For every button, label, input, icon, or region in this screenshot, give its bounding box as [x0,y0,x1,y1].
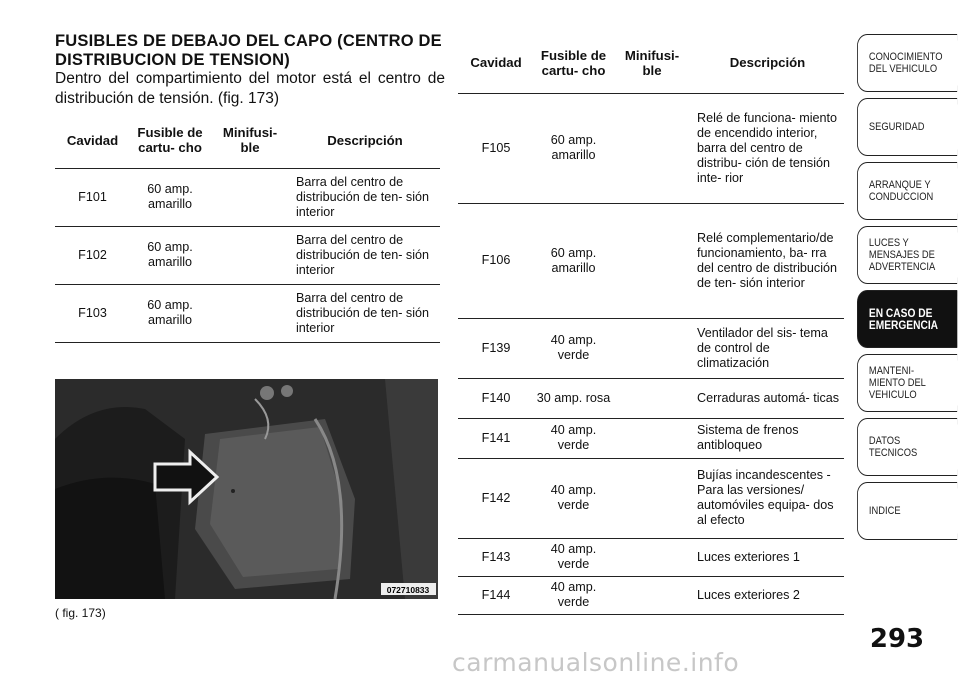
table-row [458,93,844,203]
cell-descripcion: Cerraduras automá- ticas [697,390,840,405]
cell-fusible: 60 amp. amarillo [147,240,193,269]
cell-cavidad: F140 [481,390,511,405]
cell-minifusible [613,93,691,203]
cell-cavidad: F139 [481,340,511,355]
cell-fusible: 40 amp. verde [550,333,597,362]
engine-compartment-photo [55,379,438,599]
chapter-tab[interactable]: MANTENI- MIENTO DEL VEHICULO [857,354,957,412]
chapter-tab[interactable]: EN CASO DE EMERGENCIA [857,290,957,348]
cell-minifusible [210,284,290,342]
cell-cavidad: F144 [481,587,511,602]
cell-descripcion: Sistema de frenos antibloqueo [697,423,799,452]
cell-minifusible [613,418,691,458]
cell-fusible: 60 amp. amarillo [147,182,193,211]
cell-descripcion: Relé complementario/de funcionamiento, ba- rra del centro de distribución de ten- sión interior [697,230,838,290]
chapter-tab[interactable]: CONOCIMIENTO DEL VEHICULO [857,34,957,92]
cell-fusible: 40 amp. verde [550,542,597,571]
figure-code: 072710833 [386,585,430,595]
cell-cavidad: F142 [481,490,511,505]
cell-descripcion: Luces exteriores 1 [697,549,800,564]
table-row [458,538,844,576]
fuse-table-left [55,113,440,343]
header-fusible: Fusible de cartu- cho [137,125,203,156]
table-row [458,318,844,378]
table-row [458,418,844,458]
cell-minifusible [210,226,290,284]
cell-minifusible [613,378,691,418]
page-number: 293 [869,624,925,654]
cell-cavidad: F102 [78,247,107,262]
chapter-tab[interactable]: INDICE [857,482,957,540]
header-fusible: Fusible de cartu- cho [540,47,607,78]
watermark: carmanualsonline.info [452,648,740,677]
header-minifusible: Minifusi- ble [624,47,680,78]
table-row [55,226,440,284]
table-row [458,203,844,318]
table-row [458,458,844,538]
cell-cavidad: F143 [481,549,511,564]
figure-caption: ( fig. 173) [55,606,106,620]
cell-fusible: 60 amp. amarillo [147,298,193,327]
cell-cavidad: F105 [481,140,511,155]
fuse-table-right [458,33,844,615]
cell-fusible: 30 amp. rosa [536,390,611,405]
cell-descripcion: Ventilador del sis- tema de control de climatización [697,325,828,370]
cell-fusible: 40 amp. verde [550,483,597,512]
chapter-tab[interactable]: LUCES Y MENSAJES DE ADVERTENCIA [857,226,957,284]
header-cavidad: Cavidad [470,55,522,71]
table-row [458,378,844,418]
cell-descripcion: Barra del centro de distribución de ten- sión interior [296,290,430,335]
intro-text: Dentro del compartimiento del motor está el centro de distribución de tensión. (fig. 173) [55,70,445,107]
header-cavidad: Cavidad [66,132,119,148]
cell-descripcion: Bujías incandescentes - Para las versiones/ automóviles equipa- dos al efecto [697,468,834,527]
section-heading: FUSIBLES DE DEBAJO DEL CAPO (CENTRO DE DISTRIBUCION DE TENSION) [55,32,442,69]
cell-descripcion: Relé de funciona- miento de encendido interior, barra del centro de distribu- ción de tensión inte- rior [697,110,838,185]
cell-minifusible [613,203,691,318]
cell-minifusible [210,168,290,226]
cell-descripcion: Barra del centro de distribución de ten- sión interior [296,174,430,219]
header-descripcion: Descripción [327,132,403,148]
cell-fusible: 40 amp. verde [550,580,597,609]
table-row [55,284,440,342]
cell-descripcion: Barra del centro de distribución de ten- sión interior [296,232,430,277]
cell-cavidad: F141 [481,430,511,445]
cell-cavidad: F101 [78,189,107,204]
chapter-tab[interactable]: ARRANQUE Y CONDUCCION [857,162,957,220]
cell-cavidad: F103 [78,305,107,320]
cell-minifusible [613,318,691,378]
cell-descripcion: Luces exteriores 2 [697,587,800,602]
cell-fusible: 40 amp. verde [550,423,597,452]
cell-minifusible [613,458,691,538]
chapter-tabs [857,34,960,546]
header-minifusible: Minifusi- ble [222,125,278,156]
cell-minifusible [613,576,691,614]
cell-cavidad: F106 [481,253,511,267]
table-row [55,168,440,226]
chapter-tab[interactable]: SEGURIDAD [857,98,957,156]
header-descripcion: Descripción [729,55,806,71]
cell-fusible: 60 amp. amarillo [550,245,597,275]
cell-fusible: 60 amp. amarillo [550,133,597,162]
table-row [458,576,844,614]
chapter-tab[interactable]: DATOS TECNICOS [857,418,957,476]
cell-minifusible [613,538,691,576]
